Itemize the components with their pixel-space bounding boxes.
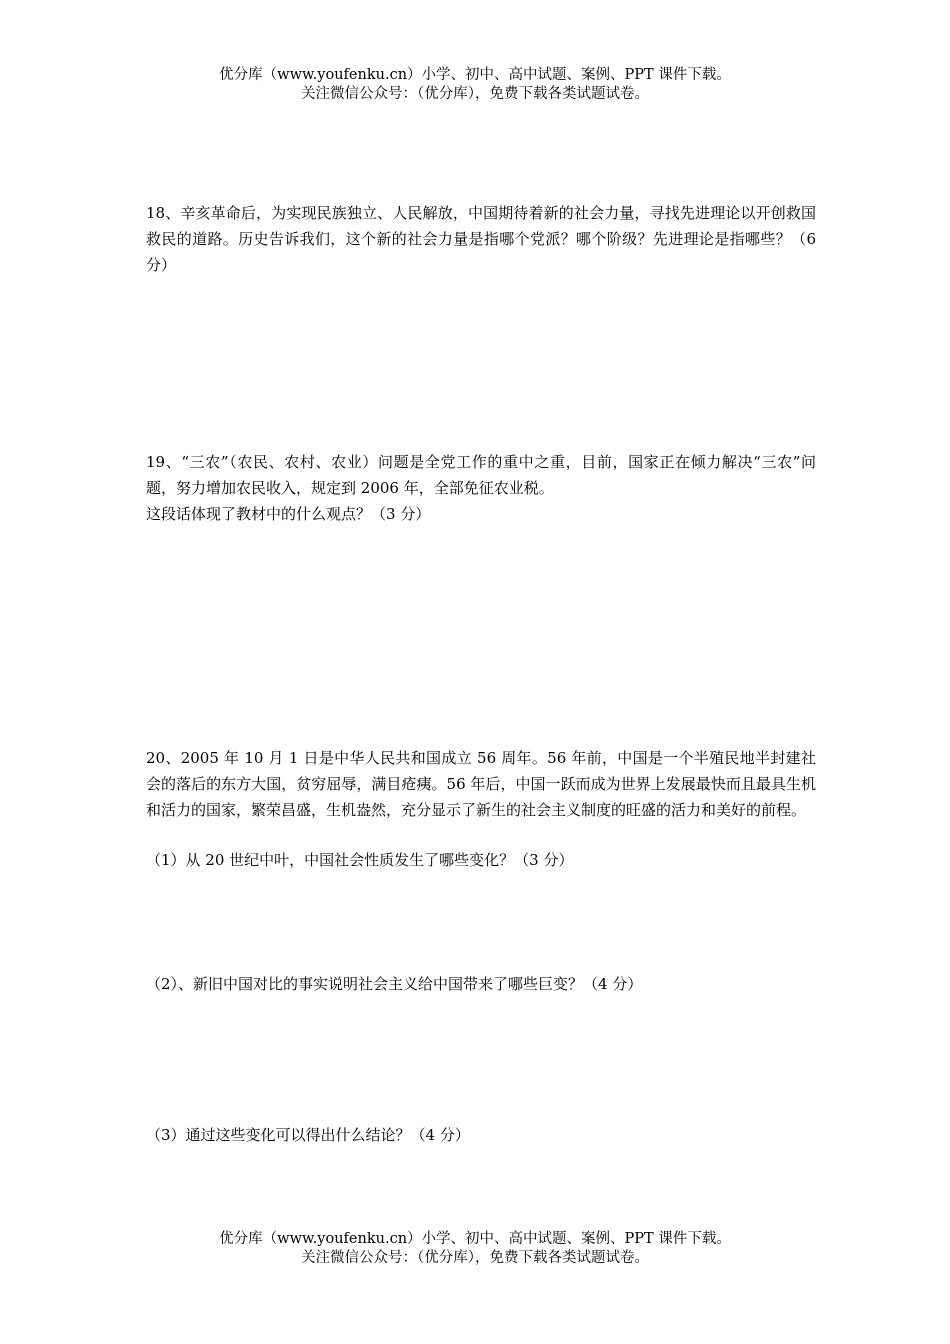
question-20-sub-2: （2）、新旧中国对比的事实说明社会主义给中国带来了哪些巨变？（4 分）: [146, 975, 643, 993]
question-18: [146, 200, 816, 278]
question-20: [146, 745, 816, 823]
question-20-sub-3: （3）通过这些变化可以得出什么结论？（4 分）: [146, 1126, 470, 1144]
question-20-text: 20、2005 年 10 月 1 日是中华人民共和国成立 56 周年。56 年前，中国是一个半殖民地半封建社会的落后的东方大国，贫穷屈辱，满目疮痍。56 年后，中国一跃而成为世界上发展最快而且最具生机和活力的国家，繁荣昌盛，生机盎然，充分显示了新生的社会主义制度的旺盛的活力和美好的前程。: [146, 749, 816, 819]
page-footer: [0, 1230, 950, 1268]
page-header: [0, 66, 950, 104]
footer-line-2: 关注微信公众号：（优分库），免费下载各类试题试卷。: [301, 1250, 649, 1266]
question-19-text: 19、“三农”（农民、农村、农业）问题是全党工作的重中之重，目前，国家正在倾力解决“三农”问题，努力增加农民收入，规定到 2006 年，全部免征农业税。: [146, 453, 816, 497]
header-line-1: 优分库（www.youfenku.cn）小学、初中、高中试题、案例、PPT 课件下载。: [219, 67, 731, 83]
header-line-2: 关注微信公众号：（优分库），免费下载各类试题试卷。: [301, 86, 649, 102]
question-18-text: 18、辛亥革命后，为实现民族独立、人民解放，中国期待着新的社会力量，寻找先进理论以开创救国救民的道路。历史告诉我们，这个新的社会力量是指哪个党派？哪个阶级？先进理论是指哪些？（6 分）: [146, 204, 816, 274]
question-19: [146, 449, 816, 527]
question-20-sub-1: （1）从 20 世纪中叶，中国社会性质发生了哪些变化？（3 分）: [146, 851, 574, 869]
question-19-ask: 这段话体现了教材中的什么观点？（3 分）: [146, 505, 431, 523]
footer-line-1: 优分库（www.youfenku.cn）小学、初中、高中试题、案例、PPT 课件下载。: [219, 1231, 731, 1247]
